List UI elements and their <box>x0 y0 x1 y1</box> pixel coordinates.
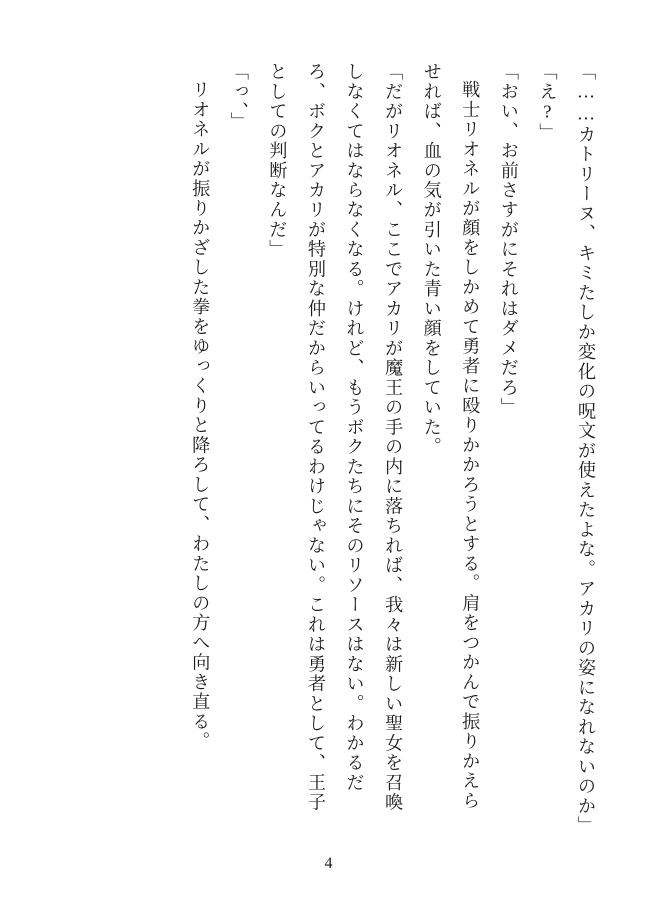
paragraph: 戦士リオネルが顔をしかめて勇者に殴りかかろうとする。肩をつかんで振りかえらせれば、血の気が引いた青い顔をしていた。 <box>421 62 481 811</box>
vertical-text-body <box>65 62 605 836</box>
paragraph: 「おい、お前さすがにそれはダメだろ」 <box>498 62 519 418</box>
paragraph: 「だがリオネル、ここでアカリが魔王の手の内に落ちれば、我々は新しい聖女を召喚しなくてはならなくなる。けれど、もうボクたちにそのリソースはない。わかるだろ、ボクとアカリが特別な仲だからいってるわけじゃない。これは勇者として、王子としての判断なんだ」 <box>267 62 404 813</box>
paragraph: リオネルが振りかざした拳をゆっくりと降ろして、わたしの方へ向き直る。 <box>190 80 211 752</box>
paragraph: 「……カトリーヌ、キミたしか変化の呪文が使えたよな。アカリの姿になれないのか」 <box>576 62 596 836</box>
page-number: 4 <box>324 855 333 872</box>
paragraph: 「っ、」 <box>228 62 249 132</box>
paragraph: 「え?」 <box>537 62 558 143</box>
